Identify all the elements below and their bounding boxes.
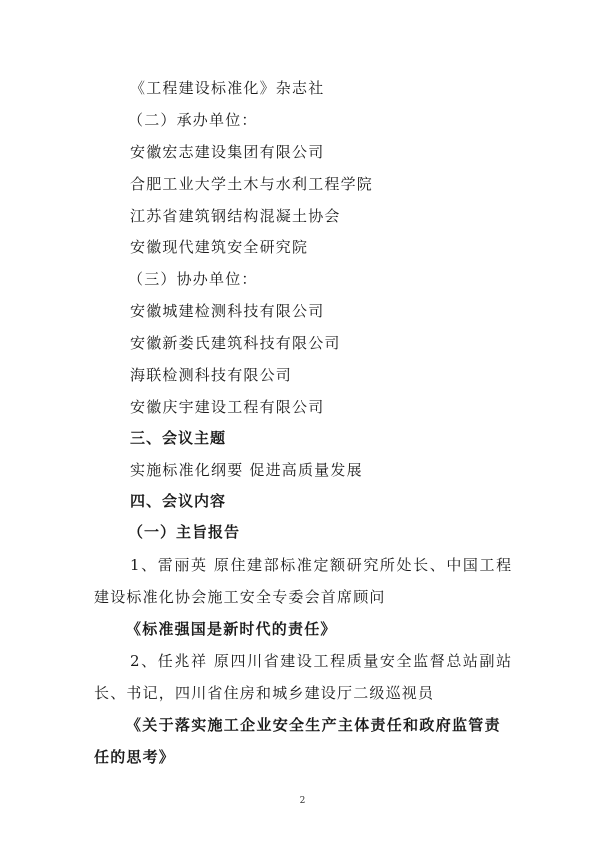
co-unit-1: 安徽城建检测科技有限公司 [130, 302, 325, 320]
co-units-heading: （三）协办单位： [128, 270, 258, 288]
speaker-2-line-2: 长、书记，四川省住房和城乡建设厅二级巡视员 [94, 684, 435, 702]
theme-text: 实施标准化纲要 促进高质量发展 [130, 461, 363, 479]
co-unit-4: 安徽庆宇建设工程有限公司 [130, 398, 325, 416]
host-unit-3: 江苏省建筑钢结构混凝土协会 [130, 207, 341, 225]
speaker-2-line-1: 2、任兆祥 原四川省建设工程质量安全监督总站副站 [130, 652, 513, 670]
speaker-1-line-2: 建设标准化协会施工安全专委会首席顾问 [94, 588, 386, 606]
magazine-line: 《工程建设标准化》杂志社 [130, 79, 325, 97]
speaker-1-report-title: 《标准强国是新时代的责任》 [126, 620, 337, 638]
speaker-1-line-1: 1、雷丽英 原住建部标准定额研究所处长、中国工程 [130, 556, 513, 574]
host-unit-2: 合肥工业大学土木与水利工程学院 [130, 175, 374, 193]
host-units-heading: （二）承办单位： [128, 111, 258, 129]
host-unit-1: 安徽宏志建设集团有限公司 [130, 143, 325, 161]
host-unit-4: 安徽现代建筑安全研究院 [130, 238, 309, 256]
page-number: 2 [299, 796, 306, 806]
co-unit-3: 海联检测科技有限公司 [130, 366, 293, 384]
keynote-heading: （一）主旨报告 [128, 523, 241, 541]
section-content-heading: 四、会议内容 [130, 492, 227, 510]
section-theme-heading: 三、会议主题 [130, 429, 227, 447]
speaker-2-report-title-line-1: 《关于落实施工企业安全生产主体责任和政府监管责 [126, 716, 501, 734]
speaker-2-report-title-line-2: 任的思考》 [94, 748, 176, 766]
co-unit-2: 安徽新娄氏建筑科技有限公司 [130, 334, 341, 352]
